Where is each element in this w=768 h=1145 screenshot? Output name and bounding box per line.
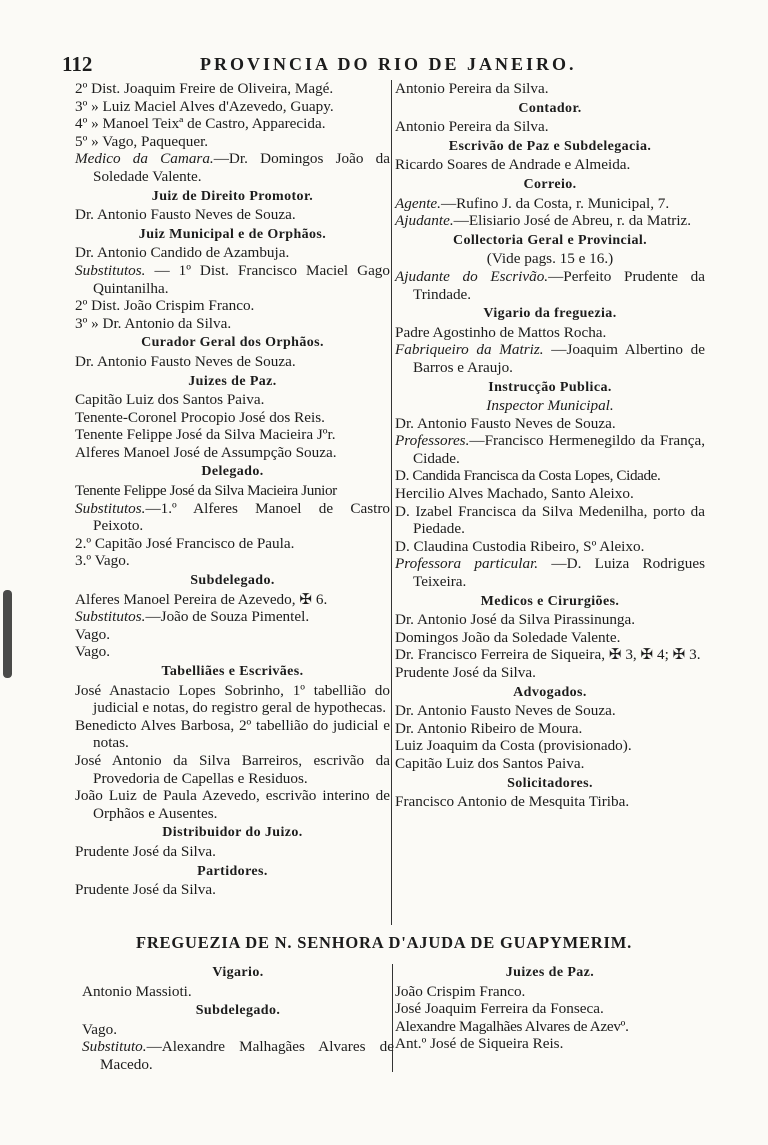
list-item: José Antonio da Silva Barreiros, escrivão da Provedoria de Capellas e Residuos.: [75, 751, 390, 787]
section-heading: Correio.: [523, 176, 577, 192]
entry-text: —Perfeito Prudente da Trindade.: [413, 267, 705, 303]
section-heading: Delegado.: [201, 464, 264, 480]
list-item: [75, 500, 390, 535]
list-item: Antonio Pereira da Silva.: [395, 80, 549, 97]
list-item: Prudente José da Silva.: [75, 881, 216, 899]
column-divider: [391, 80, 392, 925]
role-label: Ajudante do Escrivão.: [395, 267, 549, 285]
role-label: Agente.: [395, 194, 441, 212]
list-item: [395, 555, 705, 590]
page-number: 112: [62, 52, 93, 76]
entry-text: —Dr. Domingos João da Soledade Valente.: [93, 150, 390, 185]
role-label: Ajudante.: [395, 212, 454, 230]
list-item: [395, 341, 705, 376]
section-heading: Advogados.: [513, 684, 587, 700]
section-heading: Curador Geral dos Orphãos.: [141, 335, 324, 351]
role-label: Substituto.: [82, 1038, 147, 1056]
list-item: D. Claudina Custodia Ribeiro, Sº Aleixo.: [395, 537, 645, 555]
role-label: Professores.: [395, 432, 470, 450]
section-heading: Juizes de Paz.: [505, 965, 595, 980]
list-item: Alferes Manoel Pereira de Azevedo, ✠ 6.: [75, 590, 328, 608]
section-heading: Partidores.: [197, 863, 268, 879]
list-item: Hercilio Alves Machado, Santo Aleixo.: [395, 485, 634, 503]
list-item: 4º » Manoel Teixª de Castro, Apparecida.: [75, 115, 326, 133]
list-item: [82, 1038, 394, 1073]
list-item: 2.º Capitão José Francisco de Paula.: [75, 534, 295, 552]
section-heading: Solicitadores.: [507, 775, 593, 791]
margin-ink-mark: [3, 590, 12, 678]
list-item: Dr. Antonio Fausto Neves de Souza.: [395, 414, 616, 432]
list-item: [395, 195, 705, 213]
list-item: Dr. Antonio Ribeiro de Moura.: [395, 719, 583, 737]
list-item: 2º Dist. João Crispim Franco.: [75, 297, 255, 315]
list-item: Antonio Massioti.: [82, 982, 192, 1000]
list-item: Tenente-Coronel Procopio José dos Reis.: [75, 408, 325, 426]
list-item: Dr. Antonio José da Silva Pirassinunga.: [395, 611, 636, 629]
list-item: Alexandre Magalhães Alvares de Azevº.: [395, 1017, 629, 1035]
freguezia-heading: FREGUEZIA DE N. SENHORA D'AJUDA DE GUAPYMERIM.: [135, 933, 633, 952]
section-heading: Vigario da freguezia.: [483, 306, 617, 322]
section-heading: Juiz de Direito Promotor.: [151, 188, 314, 204]
entry-text: —Elisiario José de Abreu, r. da Matriz.: [453, 212, 692, 230]
left-column: [75, 80, 390, 899]
list-item: D. Candida Francisca da Costa Lopes, Cidade.: [395, 467, 661, 485]
list-item: Padre Agostinho de Mattos Rocha.: [395, 323, 607, 341]
list-item: Benedicto Alves Barbosa, 2º tabellião do judicial e notas.: [75, 716, 390, 752]
list-item: Vago.: [75, 625, 111, 643]
section-heading: Juiz Municipal e de Orphãos.: [138, 226, 327, 242]
list-item: Vago.: [75, 643, 111, 661]
right-column: [395, 80, 705, 811]
list-item: 3.º Vago.: [75, 552, 130, 570]
role-label: Medico da Camara.: [75, 150, 214, 168]
list-item: José Joaquim Ferreira da Fonseca.: [395, 1000, 604, 1018]
list-item: Capitão Luiz dos Santos Paiva.: [75, 391, 265, 409]
list-item: Dr. Francisco Ferreira de Siqueira, ✠ 3, ✠ 4; ✠ 3.: [395, 646, 701, 664]
role-label: Substitutos.: [75, 261, 146, 279]
section-heading: Instrucção Publica.: [488, 379, 612, 395]
list-item: Alferes Manoel José de Assumpção Souza.: [75, 443, 337, 461]
list-item: [395, 212, 705, 230]
entry-text: —D. Luiza Rodrigues Teixeira.: [413, 555, 705, 591]
list-item: Prudente José da Silva.: [395, 664, 536, 681]
list-item: [75, 262, 390, 297]
section-heading: Tabelliães e Escrivães.: [161, 664, 304, 679]
list-item: 2º Dist. Joaquim Freire de Oliveira, Magé.: [75, 80, 334, 97]
section-heading: Collectoria Geral e Provincial.: [452, 232, 648, 248]
list-item: 3º » Luiz Maciel Alves d'Azevedo, Guapy.: [75, 97, 334, 115]
role-label: Substitutos.: [75, 608, 146, 626]
list-item: Francisco Antonio de Mesquita Tiriba.: [395, 793, 630, 811]
entry-text: —Joaquim Albertino de Barros e Araujo.: [413, 341, 705, 376]
list-item: [395, 432, 705, 467]
freguezia-right-column: [395, 962, 705, 1053]
list-item: D. Izabel Francisca da Silva Medenilha, porto da Piedade.: [395, 502, 705, 538]
section-heading: Escrivão de Paz e Subdelegacia.: [448, 138, 652, 154]
entry-text: — 1º Dist. Francisco Maciel Gago Quintanilha.: [93, 261, 390, 297]
running-title: PROVINCIA DO RIO DE JANEIRO.: [200, 54, 577, 74]
entry-text: —Rufino J. da Costa, r. Municipal, 7.: [440, 194, 670, 212]
section-heading: Contador.: [518, 100, 582, 116]
list-item: João Luiz de Paula Azevedo, escrivão interino de Orphãos e Ausentes.: [75, 787, 390, 822]
section-heading: Medicos e Cirurgiões.: [480, 593, 620, 609]
list-item: Antonio Pereira da Silva.: [395, 118, 549, 136]
list-item: 3º » Dr. Antonio da Silva.: [75, 314, 232, 332]
list-item: [75, 150, 390, 185]
section-heading: Subdelegado.: [190, 573, 275, 589]
list-item: (Vide pags. 15 e 16.): [486, 250, 614, 268]
list-item: Dr. Antonio Fausto Neves de Souza.: [75, 206, 296, 224]
entry-text: —1.º Alferes Manoel de Castro Peixoto.: [93, 499, 390, 535]
entry-text: —João de Souza Pimentel.: [145, 608, 310, 626]
list-item: Vago.: [82, 1020, 118, 1038]
list-item: Dr. Antonio Fausto Neves de Souza.: [75, 352, 296, 370]
list-item: Tenente Felippe José da Silva Macieira Jºr.: [75, 426, 336, 444]
subsection-heading: Inspector Municipal.: [486, 397, 614, 415]
list-item: Capitão Luiz dos Santos Paiva.: [395, 754, 585, 772]
list-item: Ant.º José de Siqueira Reis.: [395, 1035, 564, 1053]
role-label: Professora particular.: [395, 555, 539, 573]
list-item: Luiz Joaquim da Costa (provisionado).: [395, 737, 632, 755]
section-heading: Distribuidor do Juizo.: [162, 825, 303, 841]
list-item: 5º » Vago, Paquequer.: [75, 132, 209, 150]
list-item: Tenente Felippe José da Silva Macieira Junior: [75, 482, 337, 500]
list-item: João Crispim Franco.: [395, 982, 526, 1000]
role-label: Substitutos.: [75, 499, 146, 517]
entry-text: —Alexandre Malhagães Alvares de Macedo.: [100, 1038, 394, 1073]
section-heading: Vigario.: [212, 965, 264, 980]
list-item: Dr. Antonio Candido de Azambuja.: [75, 244, 290, 262]
list-item: José Anastacio Lopes Sobrinho, 1º tabellião do judicial e notas, do registro geral de hypothecas.: [75, 681, 390, 717]
list-item: [395, 268, 705, 303]
list-item: Ricardo Soares de Andrade e Almeida.: [395, 156, 631, 174]
list-item: Domingos João da Soledade Valente.: [395, 628, 621, 646]
page-header: [62, 52, 698, 78]
list-item: Dr. Antonio Fausto Neves de Souza.: [395, 702, 616, 720]
section-heading: Juizes de Paz.: [188, 373, 277, 389]
list-item: [75, 608, 390, 626]
freguezia-left-column: [82, 962, 394, 1074]
role-label: Fabriqueiro da Matriz.: [395, 341, 544, 359]
list-item: Prudente José da Silva.: [75, 842, 216, 860]
entry-text: —Francisco Hermenegildo da França, Cidade.: [413, 432, 705, 467]
section-heading: Subdelegado.: [195, 1003, 281, 1019]
